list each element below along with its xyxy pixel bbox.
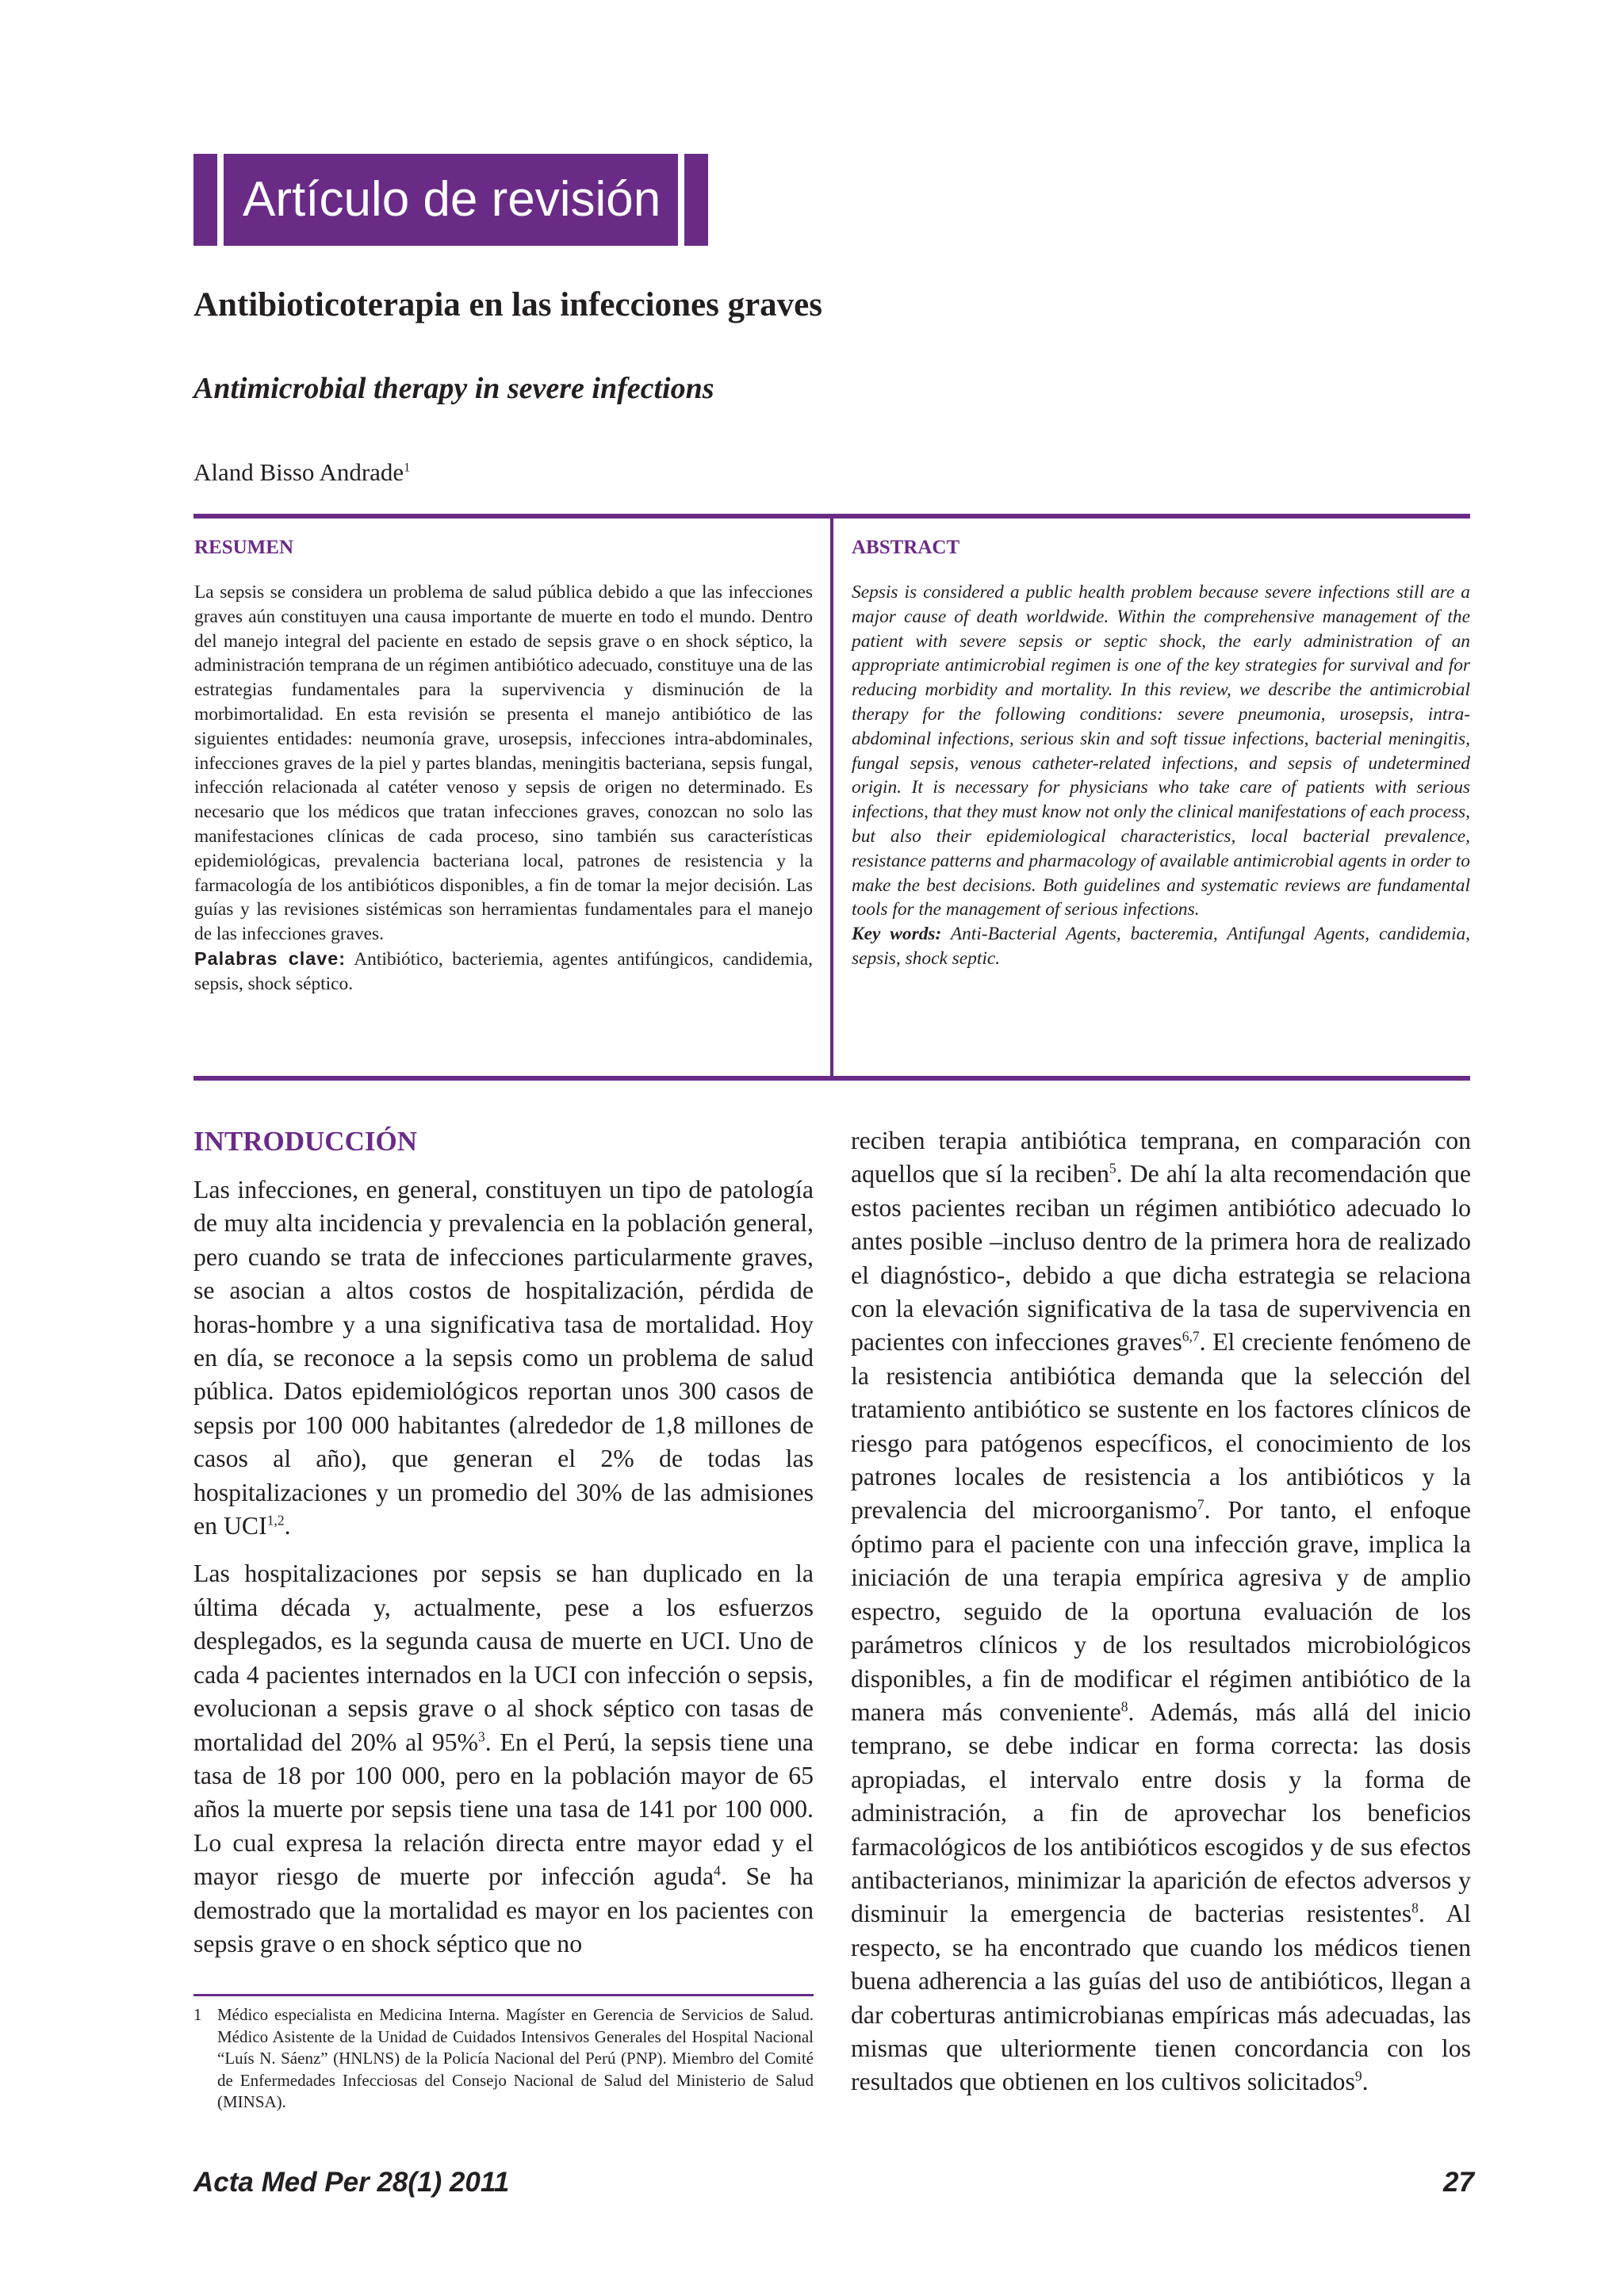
abstract-column-divider [830, 519, 833, 1076]
abstract-keywords [852, 922, 1470, 971]
footnote [193, 2004, 814, 2114]
abstract-text: Sepsis is considered a public health problem because severe infections still are a major cause of death worldwide. Within the comprehensive management of the patient with severe sepsis or septic shock, the early administration of an appropriate antimicrobial regimen is one of the key strategies for survival and for reducing morbidity and mortality. In this review, we describe the antimicrobial therapy for the following conditions: severe pneumonia, urosepsis, intra-abdominal infections, serious skin and soft tissue infections, bacterial meningitis, fungal sepsis, venous catheter-related infections, and sepsis of undetermined origin. It is necessary for physicians who take care of patients with serious infections, that they must know not only the clinical manifestations of each process, but also their epidemiological characteristics, local bacterial prevalence, resistance patterns and pharmacology of available antimicrobial agents in order to make the best decisions. Both guidelines and systematic reviews are fundamental tools for the management of serious infections. [852, 582, 1470, 920]
intro-p1-text: Las infecciones, en general, constituyen un tipo de patología de muy alta incidencia y prevalencia en la población general, pero cuando se trata de infecciones particularmente graves, se asocian a altos costos de hospitalización, pérdida de horas-hombre y a una significativa tasa de mortalidad. Hoy en día, se reconoce a la sepsis como un problema de salud pública. Datos epidemiológicos reportan unos 300 casos de sepsis por 100 000 habitantes (alrededor de 1,8 millones de casos al año), que generan el 2% de todas las hospitalizaciones y un promedio del 30% de las admisiones en UCI [193, 1176, 814, 1540]
banner-right-bar [684, 154, 708, 246]
article-subtitle: Antimicrobial therapy in severe infections [193, 372, 714, 405]
resumen-block [194, 536, 813, 997]
citation-ref: 6,7 [1182, 1328, 1200, 1345]
citation-ref: 4 [714, 1862, 721, 1879]
footnote-rule [193, 1994, 814, 1996]
abstract-heading: ABSTRACT [852, 537, 960, 558]
citation-ref: 7 [1197, 1496, 1205, 1513]
intro-r-end: . [1362, 2068, 1369, 2096]
citation-ref: 5 [1109, 1160, 1116, 1177]
intro-p1-end: . [284, 1512, 291, 1540]
resumen-keywords-label: Palabras clave: [194, 947, 347, 969]
article-title: Antibioticoterapia en las infecciones graves [193, 286, 823, 323]
citation-ref: 9 [1354, 2068, 1362, 2084]
abstract-keywords-list: Anti-Bacterial Agents, bacteremia, Antifungal Agents, candidemia, sepsis, shock septic. [852, 924, 1470, 969]
resumen-heading: RESUMEN [194, 537, 294, 558]
intro-r-text-d: . Por tanto, el enfoque óptimo para el paciente con una infección grave, implica la iniciación de una terapia empírica agresiva y de amplio espectro, seguido de la oportuna evaluación de los parámetros clínicos y de los resultados microbiológicos disponibles, a fin de modificar el régimen antibiótico de la manera más conveniente [851, 1496, 1471, 1726]
intro-p2-text-c: . Se ha demostrado que la mortalidad es mayor en los pacientes con sepsis grave o en shock séptico que no [193, 1862, 814, 1957]
section-banner [193, 154, 708, 246]
citation-ref: 8 [1411, 1900, 1419, 1916]
intro-paragraph-2 [193, 1557, 814, 1961]
body-column-right [851, 1124, 1471, 2099]
section-label: Artículo de revisión [224, 154, 678, 246]
author-line [193, 458, 410, 487]
resumen-keywords-list: Antibiótico, bacteriemia, agentes antifúngicos, candidemia, sepsis, shock séptico. [194, 948, 813, 994]
intro-paragraph-1 [193, 1173, 814, 1543]
journal-citation: Acta Med Per 28(1) 2011 [193, 2167, 510, 2198]
citation-ref: 3 [478, 1728, 485, 1744]
body-column-left [193, 1124, 814, 1961]
intro-r-text-c: . El creciente fenómeno de la resistencia antibiótica demanda que la selección del tratamiento antibiótico se sustente en los factores clínicos de riesgo para patógenos específicos, el conocimiento de los patrones locales de resistencia a los antibióticos y la prevalencia del microorganismo [851, 1328, 1471, 1525]
citation-ref: 1,2 [266, 1512, 285, 1529]
author-name: Aland Bisso Andrade [193, 458, 404, 486]
citation-ref: 8 [1120, 1698, 1128, 1715]
intro-r-text-b: . De ahí la alta recomendación que estos pacientes reciban un régimen antibiótico adecuado lo antes posible –incluso dentro de la primera hora de realizado el diagnóstico-, debido a que dicha estrategia se relaciona con la elevación significativa de la tasa de supervivencia en pacientes con infecciones graves [851, 1160, 1471, 1357]
intro-p2-text-a: Las hospitalizaciones por sepsis se han duplicado en la última década y, actualmente, pese a los esfuerzos desplegados, es la segunda causa de muerte en UCI. Uno de cada 4 pacientes internados en la UCI con infección o sepsis, evolucionan a sepsis grave o al shock séptico con tasas de mortalidad del 20% al 95% [193, 1559, 814, 1756]
author-affiliation-mark: 1 [404, 461, 411, 475]
intro-p2-text-b: . En el Perú, la sepsis tiene una tasa de 18 por 100 000, pero en la población mayor de 65 años la muerte por sepsis tiene una tasa de 141 por 100 000. Lo cual expresa la relación directa entre mayor edad y el mayor riesgo de muerte por infección aguda [193, 1728, 814, 1891]
abstract-keywords-label: Key words: [852, 924, 942, 945]
footnote-text: Médico especialista en Medicina Interna. Magíster en Gerencia de Servicios de Salud. Médico Asistente de la Unidad de Cuidados Intensivos Generales del Hospital Nacional “Luís N. Sáenz” (HNLNS) de la Policía Nacional del Perú (PNP). Miembro del Comité de Enfermedades Infecciosas del Consejo Nacional de Salud del Ministerio de Salud (MINSA). [217, 2005, 814, 2111]
intro-r-text-e: . Además, más allá del inicio temprano, se debe indicar en forma correcta: las dosis apropiadas, el intervalo entre dosis y la forma de administración, a fin de aprovechar los beneficios farmacológicos de los antibióticos escogidos y de sus efectos antibacterianos, minimizar la aparición de efectos adversos y disminuir la emergencia de bacterias resistentes [851, 1697, 1471, 1928]
banner-left-bar [193, 154, 217, 246]
intro-heading: INTRODUCCIÓN [193, 1126, 417, 1157]
resumen-text: La sepsis se considera un problema de salud pública debido a que las infecciones graves aún constituyen una causa importante de muerte en todo el mundo. Dentro del manejo integral del paciente en estado de sepsis grave o en shock séptico, la administración temprana de un régimen antibiótico adecuado, constituye una de las estrategias fundamentales para la supervivencia y disminución de la morbimortalidad. En esta revisión se presenta el manejo antibiótico de las siguientes entidades: neumonía grave, urosepsis, infecciones intra-abdominales, infecciones graves de la piel y partes blandas, meningitis bacteriana, sepsis fungal, infección relacionada al catéter venoso y sepsis de origen no determinado. Es necesario que los médicos que tratan infecciones graves, conozcan no solo las manifestaciones clínicas de cada proceso, sino también sus características epidemiológicas, prevalencia bacteriana local, patrones de resistencia y la farmacología de los antibióticos disponibles, a fin de tomar la mejor decisión. Las guías y las revisiones sistémicas son herramientas fundamentales para el manejo de las infecciones graves. [194, 582, 813, 945]
footnote-number: 1 [193, 2005, 202, 2024]
abstract-bottom-rule [193, 1076, 1470, 1081]
resumen-keywords [194, 947, 813, 997]
abstract-block [852, 536, 1470, 971]
intro-r-text-a: reciben terapia antibiótica temprana, en comparación con aquellos que sí la reciben [851, 1127, 1471, 1188]
page-number: 27 [1443, 2167, 1474, 2198]
intro-r-text-f: . Al respecto, se ha encontrado que cuando los médicos tienen buena adherencia a las guías del uso de antibióticos, llegan a dar coberturas antimicrobianas empíricas más adecuadas, las mismas que ulteriormente tienen concordancia con los resultados que obtienen en los cultivos solicitados [851, 1900, 1471, 2096]
intro-paragraph-continued [851, 1124, 1471, 2099]
